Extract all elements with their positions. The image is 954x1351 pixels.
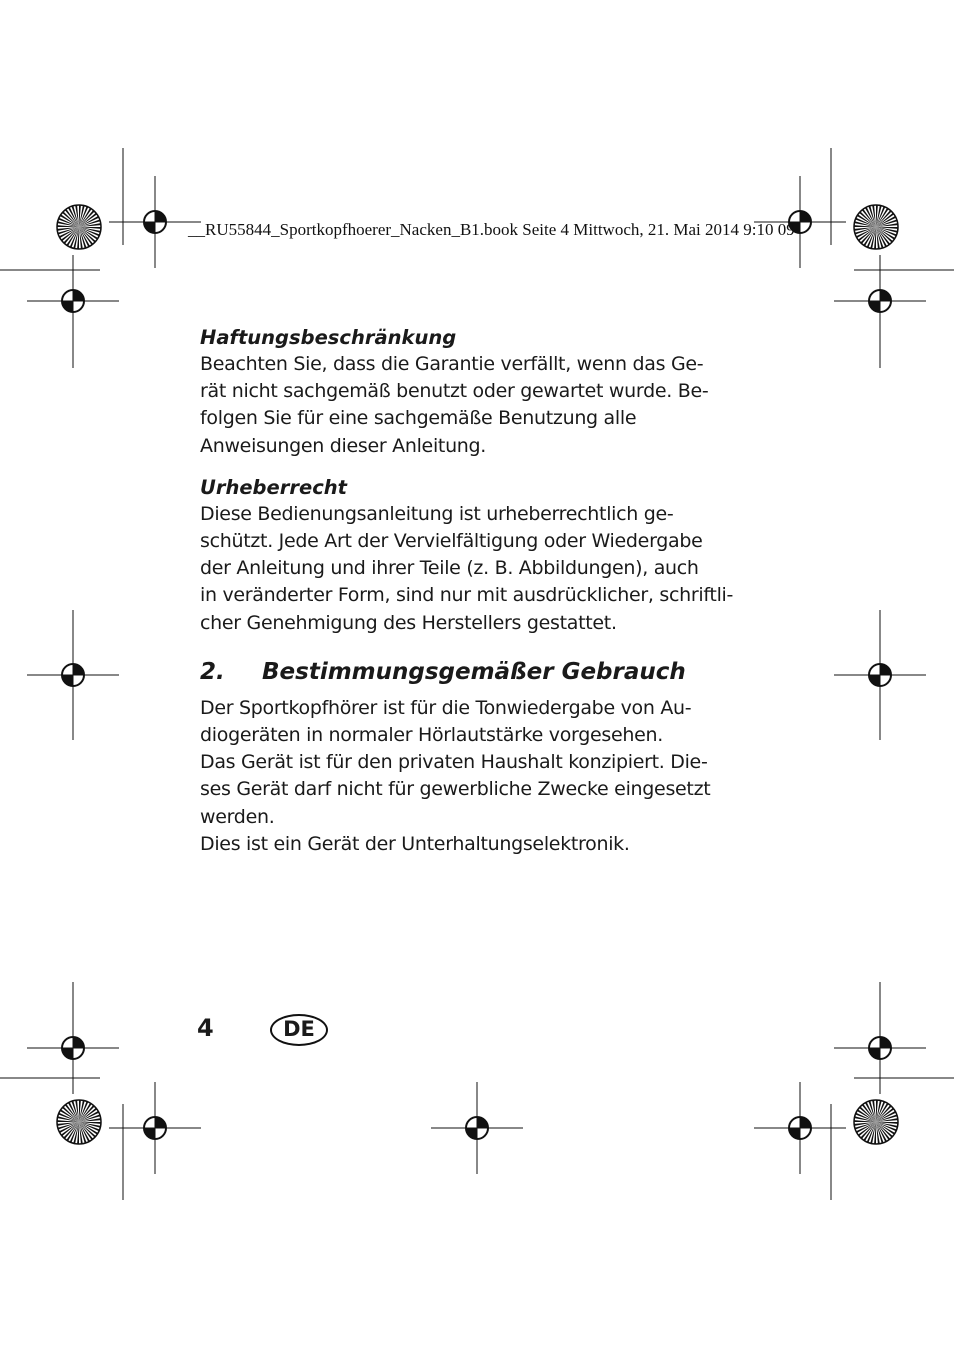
body-line: werden. [200, 805, 275, 828]
starburst-mark-icon [57, 205, 101, 249]
chapter-heading [200, 657, 730, 687]
body-line: Diese Bedienungsanleitung ist urheberrechtlich ge- [200, 502, 674, 525]
section-heading-liability: Haftungsbeschränkung [200, 326, 457, 349]
starburst-mark-icon [854, 1100, 898, 1144]
body-line: cher Genehmigung des Herstellers gestattet. [200, 611, 617, 634]
section-heading-copyright: Urheberrecht [200, 475, 347, 499]
body-line: Beachten Sie, dass die Garantie verfällt, wenn das Ge- [200, 353, 704, 375]
page-content [200, 324, 734, 858]
body-line: diogeräten in normaler Hörlautstärke vorgesehen. [200, 724, 663, 747]
body-line: in veränderter Form, sind nur mit ausdrücklicher, schriftli- [200, 584, 734, 607]
body-line: schützt. Jede Art der Vervielfältigung oder Wiedergabe [200, 530, 703, 553]
body-line: der Anleitung und ihrer Teile (z. B. Abbildungen), auch [200, 557, 699, 580]
body-line: Das Gerät ist für den privaten Haushalt konzipiert. Die- [200, 751, 708, 774]
body-line: Dies ist ein Gerät der Unterhaltungselektronik. [200, 832, 630, 855]
page-number: 4 [197, 1014, 214, 1042]
body-line: Der Sportkopfhörer ist für die Tonwiedergabe von Au- [200, 696, 692, 719]
starburst-mark-icon [57, 1100, 101, 1144]
language-badge: DE [270, 1014, 328, 1046]
registration-mark-icon [754, 1082, 846, 1174]
body-line: ses Gerät darf nicht für gewerbliche Zwecke eingesetzt [200, 778, 711, 801]
body-line: Anweisungen dieser Anleitung. [200, 434, 487, 457]
starburst-mark-icon [854, 205, 898, 249]
print-header-file-info: __RU55844_Sportkopfhoerer_Nacken_B1.book Seite 4 Mittwoch, 21. Mai 2014 9:10 09 [188, 220, 795, 239]
body-line: rät nicht sachgemäß benutzt oder gewartet wurde. Be- [200, 380, 709, 403]
registration-mark-icon [431, 1082, 523, 1174]
body-line: folgen Sie für eine sachgemäße Benutzung alle [200, 407, 637, 430]
chapter-number: 2. [200, 658, 225, 685]
chapter-title: Bestimmungsgemäßer Gebrauch [262, 658, 686, 685]
